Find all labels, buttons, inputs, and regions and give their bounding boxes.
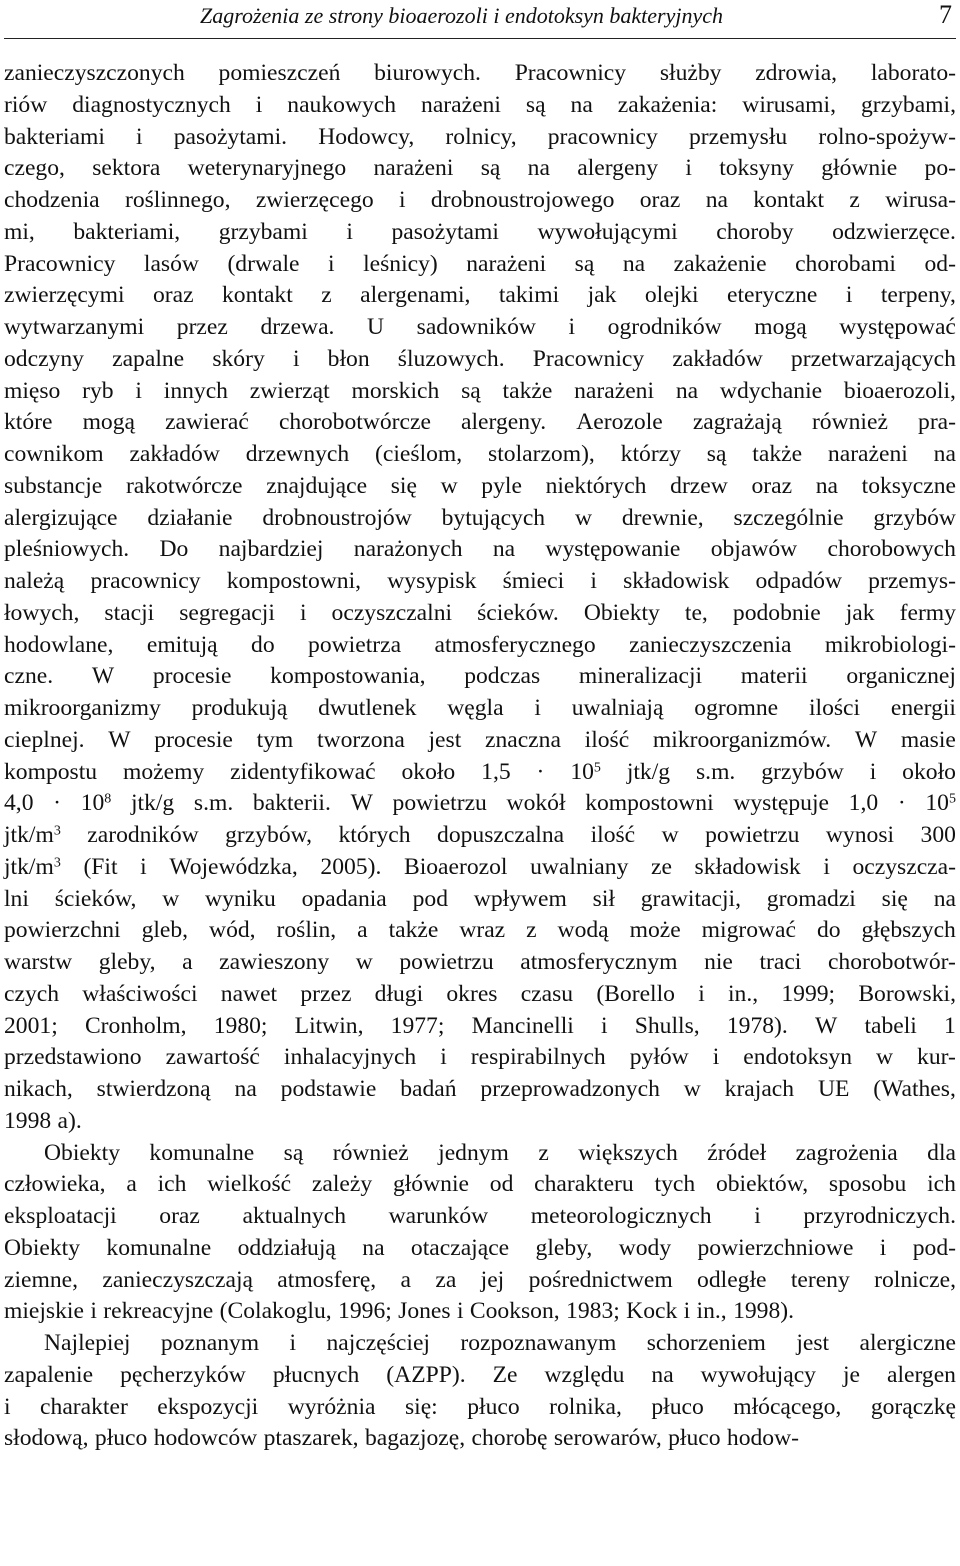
- text-line: Pracownicy lasów (drwale i leśnicy) narażeni są na zakażenie chorobami od-: [4, 250, 956, 277]
- text-line: eksploatacji oraz aktualnych warunków meteorologicznych i przyrodniczych.: [4, 1203, 956, 1229]
- text-line: wytwarzanymi przez drzewa. U sadowników i ogrodników mogą występować: [4, 314, 956, 340]
- text-line: Obiekty komunalne są również jednym z większych źródeł zagrożenia dla: [44, 1139, 956, 1166]
- text-line: mi, bakteriami, grzybami i pasożytami wywołującymi choroby odzwierzęce.: [4, 218, 956, 245]
- text-line: 2001; Cronholm, 1980; Litwin, 1977; Mancinelli i Shulls, 1978). W tabeli 1: [4, 1012, 956, 1039]
- page-number: 7: [939, 0, 952, 29]
- text-line: zanieczyszczonych pomieszczeń biurowych. Pracownicy służby zdrowia, laborato-: [4, 60, 956, 86]
- text-line: słodową, płuco hodowców ptaszarek, bagazjozę, chorobę serowarów, płuco hodow-: [4, 1425, 799, 1452]
- text-line: kompostu możemy zidentyfikować około 1,5 · $10^5$ jtk/g s.m. grzybów i około: [4, 758, 956, 785]
- text-line: które mogą zawierać chorobotwórcze alergeny. Aerozole zagrażają również pra-: [4, 409, 956, 436]
- text-line: powierzchni gleb, wód, roślin, a także wraz z wodą może migrować do głębszych: [4, 917, 956, 944]
- text-line: jtk/$m^3$ zarodników grzybów, których dopuszczalna ilość w powietrzu wynosi 300: [4, 822, 956, 848]
- text-line: czych właściwości nawet przez długi okres czasu (Borello i in., 1999; Borowski,: [4, 980, 956, 1007]
- text-line: Obiekty komunalne oddziałują na otaczające gleby, wody powierzchniowe i pod-: [4, 1234, 956, 1261]
- text-line: pleśniowych. Do najbardziej narażonych na występowanie objawów chorobowych: [4, 536, 956, 563]
- text-line: jtk/$m^3$ (Fit i Wojewódzka, 2005). Bioaerozol uwalniany ze składowisk i oczyszcza-: [4, 853, 956, 880]
- text-line: chodzenia roślinnego, zwierzęcego i drobnoustrojowego oraz na kontakt z wirusa-: [4, 187, 956, 213]
- running-header: [4, 0, 956, 39]
- text-line: bakteriami i pasożytami. Hodowcy, rolnicy, pracownicy przemysłu rolno-spożyw-: [4, 123, 956, 150]
- paragraph: [4, 1328, 956, 1455]
- text-line: cownikom zakładów drzewnych (cieślom, stolarzom), którzy są także narażeni na: [4, 441, 956, 467]
- text-line: miejskie i rekreacyjne (Colakoglu, 1996; Jones i Cookson, 1983; Kock i in., 1998).: [4, 1298, 795, 1325]
- text-line: i charakter ekspozycji wyróżnia się: płuco rolnika, płuco młócącego, gorączkę: [4, 1393, 956, 1420]
- text-line: substancje rakotwórcze znajdujące się w pyle niektórych drzew oraz na toksyczne: [4, 472, 956, 499]
- text-line: czne. W procesie kompostowania, podczas mineralizacji materii organicznej: [4, 663, 956, 690]
- text-line: zapalenie pęcherzyków płucnych (AZPP). Ze względu na wywołujący je alergen: [4, 1361, 956, 1388]
- text-line: ziemne, zanieczyszczają atmosferę, a za jej pośrednictwem odległe tereny rolnicze,: [4, 1266, 956, 1293]
- text-line: mikroorganizmy produkują dwutlenek węgla i uwalniają ogromne ilości energii: [4, 695, 956, 721]
- text-line: mięso ryb i innych zwierząt morskich są także narażeni na wdychanie bioaerozoli,: [4, 377, 956, 404]
- text-line: cieplnej. W procesie tym tworzona jest znaczna ilość mikroorganizmów. W masie: [4, 726, 956, 753]
- text-line: przedstawiono zawartość inhalacyjnych i respirabilnych pyłów i endotoksyn w kur-: [4, 1044, 956, 1071]
- text-line: alergizujące działanie drobnoustrojów bytujących w drewnie, szczególnie grzybów: [4, 504, 956, 531]
- text-line: zwierzęcymi oraz kontakt z alergenami, takimi jak olejki eteryczne i terpeny,: [4, 282, 956, 309]
- text-line: należą pracownicy kompostowni, wysypisk śmieci i składowisk odpadów przemys-: [4, 568, 956, 594]
- text-line: odczyny zapalne skóry i błon śluzowych. Pracownicy zakładów przetwarzających: [4, 345, 956, 372]
- text-line: riów diagnostycznych i naukowych narażeni są na zakażenia: wirusami, grzybami,: [4, 91, 956, 118]
- running-title: Zagrożenia ze strony bioaerozoli i endotoksyn bakteryjnych: [200, 3, 724, 28]
- text-line: łowych, stacji segregacji i oczyszczalni ścieków. Obiekty te, podobnie jak fermy: [4, 599, 956, 626]
- text-line: czego, sektora weterynaryjnego narażeni są na alergeny i toksyny głównie po-: [4, 155, 956, 182]
- text-line: człowieka, a ich wielkość zależy głównie od charakteru tych obiektów, sposobu ich: [4, 1171, 956, 1198]
- text-line: nikach, stwierdzoną na podstawie badań przeprowadzonych w krajach UE (Wathes,: [4, 1076, 956, 1102]
- text-line: warstw gleby, a zawieszony w powietrzu atmosferycznym nie traci chorobotwór-: [4, 949, 956, 975]
- paragraph: [4, 1138, 956, 1329]
- text-line: 1998 a).: [4, 1107, 82, 1134]
- text-line: Najlepiej poznanym i najczęściej rozpoznawanym schorzeniem jest alergiczne: [44, 1330, 956, 1356]
- document-page: [4, 0, 956, 1566]
- paragraph: [4, 58, 956, 1138]
- text-line: lni ścieków, w wyniku opadania pod wpływem sił grawitacji, gromadzi się na: [4, 885, 956, 912]
- text-line: hodowlane, emitują do powietrza atmosferycznego zanieczyszczenia mikrobiologi-: [4, 631, 956, 658]
- body-text: [4, 58, 956, 1455]
- text-line: 4,0 · $10^8$ jtk/g s.m. bakterii. W powietrzu wokół kompostowni występuje 1,0 · $10^5$: [4, 790, 956, 817]
